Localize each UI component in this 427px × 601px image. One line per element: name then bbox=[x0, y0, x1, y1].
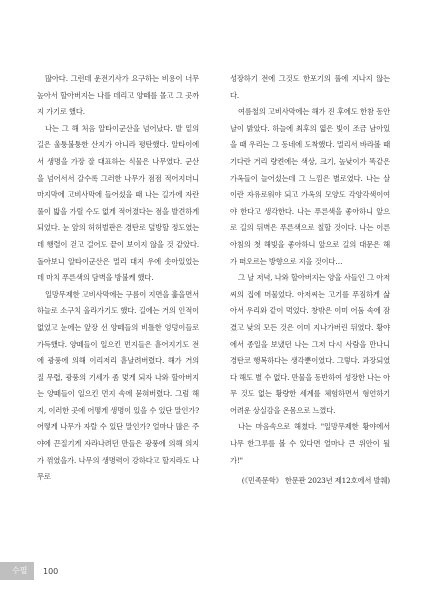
body-paragraph: 그 날 저녁, 나와 할아버지는 양을 사들인 그 아저씨의 집에 머물었다. 아저씨는 고기를 푸짐하게 삶아서 우리와 같이 먹었다. 창밖은 이미 어둠 속에 잠겼고 낮의 모든 것은 이미 지나가버린 뒤였다. 황야에서 종일을 보냈던 나는 그저 다시 사람을 만나니 경탄코 행복하다는 생각뿐이였다. 그렇다. 과장되였다 해도 별 수 없다. 만물을 동반하여 성장한 나는 아무 것도 없는 황량한 세계를 체험하면서 형언하기 어려운 상실감을 온몸으로 느꼈다. bbox=[230, 273, 390, 415]
body-paragraph: 일망무제한 고비사막에는 구름이 지면을 훑을면서 하늘로 소구치 올라가기도 했다. 길에는 거의 인적이 없었고 눈에는 앞장 선 양떼들의 비틀한 엉덩이들로 가득했다. 양떼들이 일으킨 먼지들은 흩어지기도 전에 광풍에 의해 이리저리 흩날려버렸다. 해가 거의 질 무렵, 광풍의 기세가 좀 멎게 되자 나와 할아버지는 양떼들이 일으킨 먼지 속에 묻혀버렸다. 그럼 해지, 이러한 곳에 어떻게 생명이 있을 수 있단 말인가? 어떻게 나무가 자랄 수 있단 말인가? 얼마나 많은 주야에 끈질기게 자라나려던 만들은 광풍에 의해 의지가 꺾였을가. 나무의 생명력이 강하다고 할지라도 나무로 bbox=[37, 289, 199, 482]
body-paragraph: 나는 마음속으로 해쳤다. "일망무제한 황야에서 나무 한그루를 볼 수 있다면 얼마나 큰 위안이 될가!" bbox=[230, 422, 390, 465]
body-paragraph: 성장하기 전에 그것도 한포기의 풀에 지나지 않는다. bbox=[230, 74, 390, 100]
page-number: 100 bbox=[43, 566, 59, 576]
body-paragraph: 여름철의 고비사막에는 해가 진 후에도 한참 동안 날이 밝았다. 하늘에 최후의 엷은 빛이 조금 남아있을 때 우리는 그 동네에 도착했다. 멀리서 바라볼 때 기다란 거리 량켠에는 색상, 크기, 높낮이가 똑같은 가옥들이 늘어섰는데 그 느낌은 별로였다. 나는 살이란 자유로워야 되고 가옥의 모양도 각양각색이여야 한다고 생각한다. 나는 푸른색을 좋아하니 앞으로 길의 뒤벽은 푸른색으로 칠할 것이다. 나는 이른아침의 첫 해빛을 좋아하니 앞으로 길의 대문은 해가 떠오르는 방향으로 지을 것이다… bbox=[230, 107, 390, 266]
right-column bbox=[230, 71, 390, 490]
body-paragraph: 나는 그 해 처음 알타이군산을 넘어났다. 발 밑의 길은 울퉁불퉁한 산지가 아니라 평탄했다. 알타이에서 생명을 가장 잘 대표하는 식물은 나무였다. 군산을 넘어서서 갈수록 그러한 나무가 점점 적어지더니 마지막에 고비사막에 들어섰을 때 나는 길가에 자란 풀이 밟을 가릴 수도 없게 적어졌다는 점을 발견하게 되었다. 눈 앞의 허허벌판은 경탄로 덮방할 정도였는데 행렬이 걷고 걸어도 끝이 보이지 않을 것 같았다. 돌아보니 알타이군산은 멀리 대지 우에 솟아있었는데 마치 푸른색의 담벽을 방불케 했다. bbox=[37, 123, 199, 283]
left-column bbox=[37, 71, 199, 486]
section-label: 수필 bbox=[12, 566, 28, 575]
body-paragraph: 많아다. 그런데 운전기사가 요구하는 비용이 너무 높아서 할아버지는 나를 데리고 양떼를 몰고 그 곳까지 가기로 했다. bbox=[37, 74, 199, 117]
page-footer bbox=[0, 562, 58, 580]
source-citation: (《민족문학》 한문판 2023년 제12호에서 발췌) bbox=[241, 476, 390, 486]
